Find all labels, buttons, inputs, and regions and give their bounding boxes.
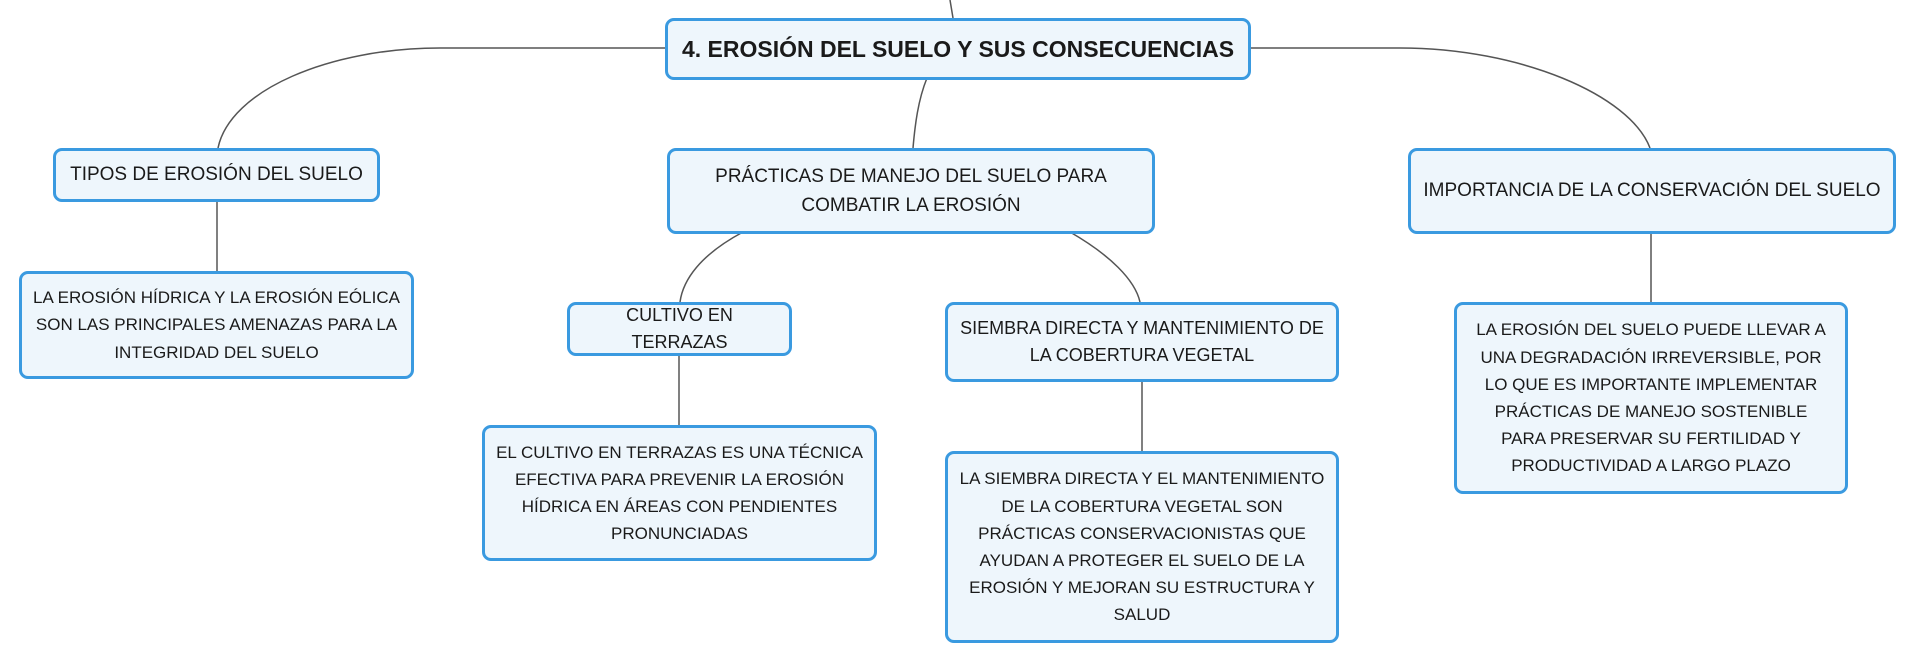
branch-tipos-label: TIPOS DE EROSIÓN DEL SUELO (70, 164, 363, 186)
cultivo-terrazas-label: CULTIVO EN TERRAZAS (626, 305, 733, 352)
cultivo-detail-text: EL CULTIVO EN TERRAZAS ES UNA TÉCNICA EFECTIVA PARA PREVENIR LA EROSIÓN HÍDRICA EN ÁREAS CON PENDIENTES PRONUNCIADAS (496, 442, 863, 544)
siembra-detail-node[interactable] (945, 451, 1339, 643)
tipos-detail-node[interactable] (19, 271, 414, 379)
importancia-detail-node[interactable] (1454, 302, 1848, 494)
root-topic-node[interactable] (665, 18, 1251, 80)
connector-root-to-tipos (218, 48, 667, 148)
branch-importancia-node[interactable] (1408, 148, 1896, 234)
connector-practicas-to-cultivo (680, 232, 743, 302)
root-topic-label: 4. EROSIÓN DEL SUELO Y SUS CONSECUENCIAS (681, 35, 1235, 62)
siembra-directa-label: SIEMBRA DIRECTA Y MANTENIMIENTO DE LA COBERTURA VEGETAL (960, 318, 1324, 365)
connector-root-to-importancia (1249, 48, 1650, 148)
siembra-detail-text: LA SIEMBRA DIRECTA Y EL MANTENIMIENTO DE LA COBERTURA VEGETAL SON PRÁCTICAS CONSERVACIONISTAS QUE AYUDAN A PROTEGER EL SUELO DE LA EROSIÓN Y MEJORAN SU ESTRUCTURA Y SALUD (959, 469, 1325, 625)
siembra-directa-node[interactable] (945, 302, 1339, 382)
connector-root-parent (950, 0, 953, 18)
connector-practicas-to-siembra (1070, 232, 1140, 302)
connector-root-to-practicas (913, 78, 927, 148)
cultivo-detail-node[interactable] (482, 425, 877, 561)
tipos-detail-text: LA EROSIÓN HÍDRICA Y LA EROSIÓN EÓLICA SON LAS PRINCIPALES AMENAZAS PARA LA INTEGRIDAD DEL SUELO (33, 288, 400, 362)
branch-importancia-label: IMPORTANCIA DE LA CONSERVACIÓN DEL SUELO (1423, 180, 1881, 202)
branch-practicas-node[interactable] (667, 148, 1155, 234)
branch-tipos-node[interactable] (53, 148, 380, 202)
cultivo-terrazas-node[interactable] (567, 302, 792, 356)
branch-practicas-label: PRÁCTICAS DE MANEJO DEL SUELO PARA COMBATIR LA EROSIÓN (715, 165, 1107, 216)
importancia-detail-text: LA EROSIÓN DEL SUELO PUEDE LLEVAR A UNA DEGRADACIÓN IRREVERSIBLE, POR LO QUE ES IMPORTANTE IMPLEMENTAR PRÁCTICAS DE MANEJO SOSTENIBLE PARA PRESERVAR SU FERTILIDAD Y PRODUCTIVIDAD A LARGO PLAZO (1476, 320, 1826, 476)
